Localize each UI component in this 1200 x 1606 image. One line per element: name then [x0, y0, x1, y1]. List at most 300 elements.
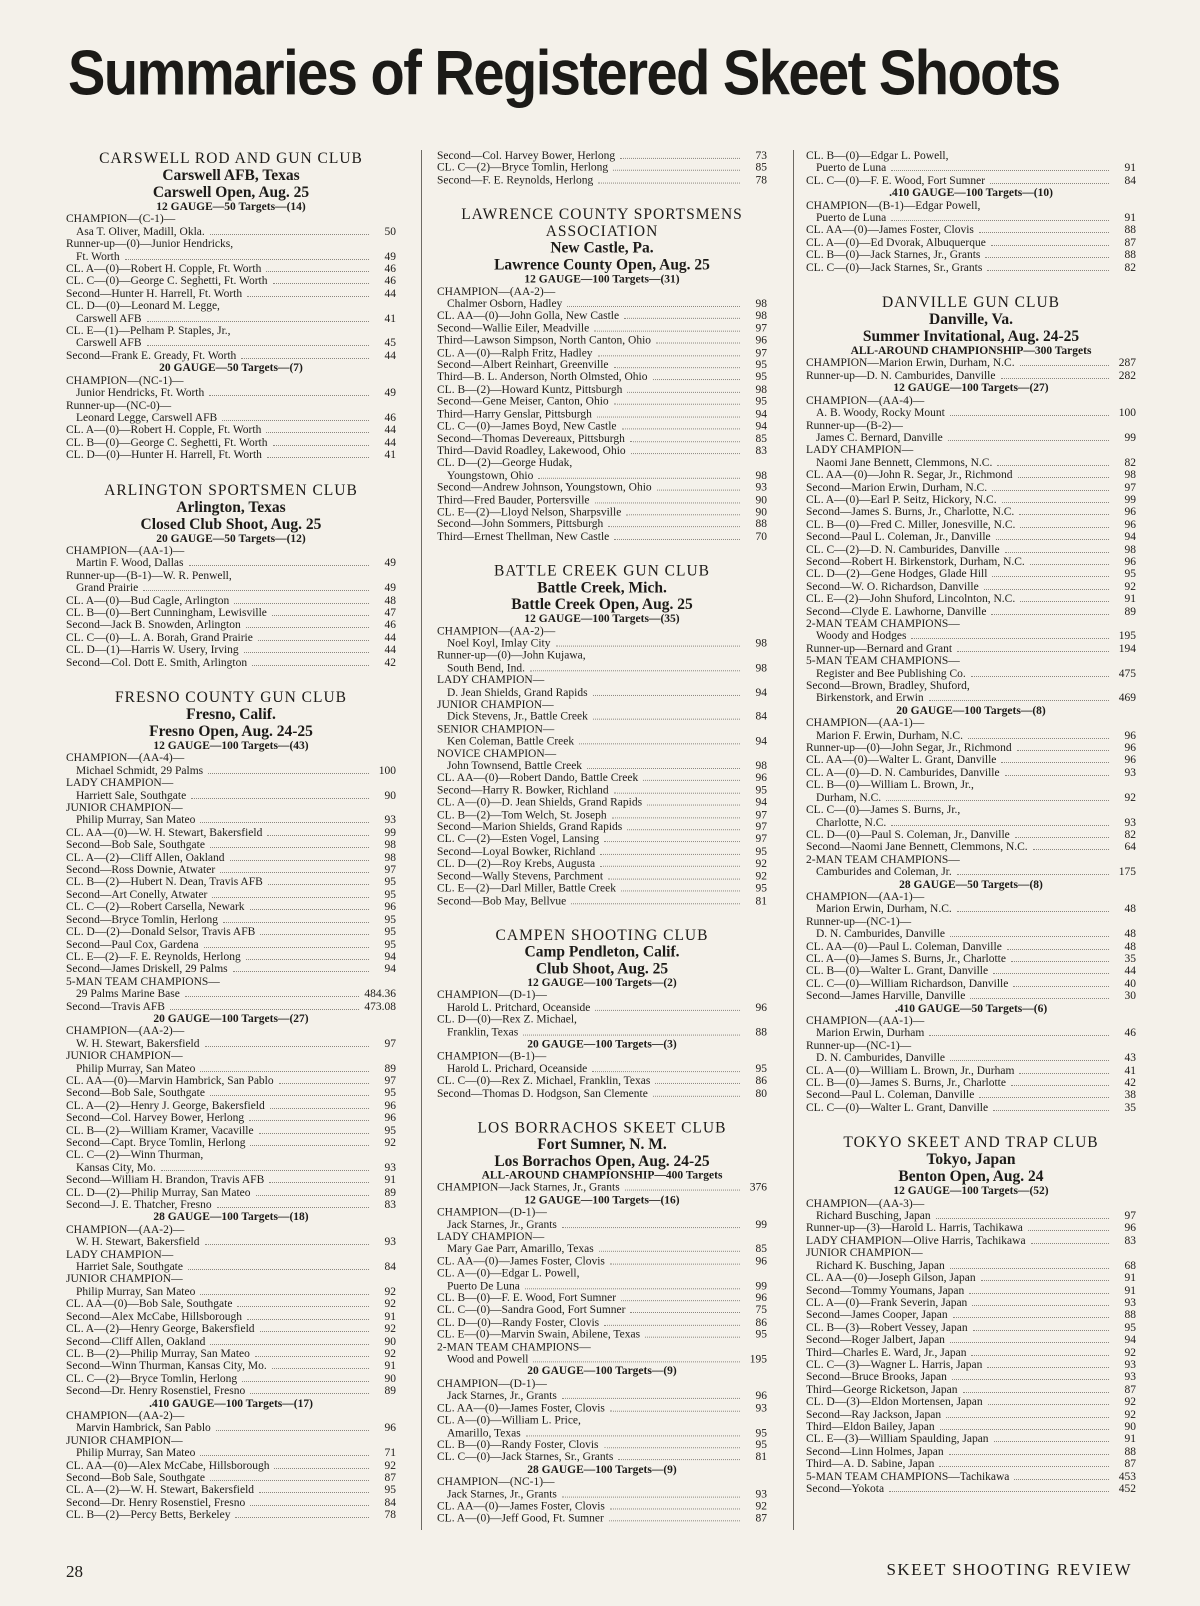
result-score: 96: [384, 1099, 396, 1112]
result-line: [437, 870, 767, 882]
result-line: [437, 687, 767, 699]
leader-dots: [970, 998, 1109, 999]
leader-dots: [205, 1244, 370, 1245]
result-line: [66, 926, 396, 938]
result-line: [66, 1273, 396, 1285]
result-score: 85: [755, 432, 767, 445]
result-line: [806, 1347, 1136, 1359]
result-line: [437, 359, 767, 371]
result-line: [806, 792, 1136, 804]
result-text: Third—Fred Bauder, Portersville: [437, 494, 590, 506]
club-name: ARLINGTON SPORTSMEN CLUB: [104, 481, 358, 499]
result-score: 88: [755, 518, 767, 531]
result-line: [437, 1390, 767, 1402]
result-line: [437, 638, 767, 650]
result-line: [437, 834, 767, 846]
result-line: [437, 989, 767, 1001]
leader-dots: [525, 1288, 740, 1289]
club-name: TOKYO SKEET AND TRAP CLUB: [843, 1134, 1099, 1152]
result-score: 195: [749, 1353, 767, 1366]
result-text: Runner-up—(0)—Junior Hendricks,: [66, 238, 234, 251]
result-line: [66, 300, 396, 312]
leader-dots: [987, 270, 1109, 271]
result-line: [806, 420, 1136, 432]
result-line: [66, 1509, 396, 1521]
result-line: [437, 699, 767, 711]
leader-dots: [604, 842, 740, 843]
result-score: 92: [1124, 1396, 1136, 1409]
result-text: CHAMPION—Marion Erwin, Durham, N.C.: [806, 357, 1015, 370]
leader-dots: [630, 1312, 740, 1313]
result-score: 49: [384, 557, 396, 570]
leader-dots: [237, 1306, 369, 1307]
leader-dots: [593, 695, 740, 696]
leader-dots: [250, 1505, 369, 1506]
result-line: [806, 444, 1136, 456]
result-text: Runner-up—Bernard and Grant: [806, 642, 953, 655]
result-score: 49: [384, 250, 396, 263]
result-text: Leonard Legge, Carswell AFB: [76, 411, 218, 424]
result-score: 92: [1124, 580, 1136, 593]
result-text: Marion Erwin, Durham, N.C.: [816, 903, 952, 916]
leader-dots: [587, 768, 740, 769]
result-text: CL. B—(2)—Percy Betts, Berkeley: [66, 1509, 231, 1522]
result-line: [437, 846, 767, 858]
result-line: [66, 288, 396, 300]
gauge-heading: ALL-AROUND CHAMPIONSHIP—300 Targets: [850, 345, 1092, 358]
result-score: 93: [1124, 1371, 1136, 1384]
result-score: 98: [1124, 469, 1136, 482]
result-text: Second—Wally Stevens, Parchment: [437, 870, 604, 883]
result-text: Kansas City, Mo.: [76, 1161, 156, 1174]
leader-dots: [210, 234, 369, 235]
result-line: [66, 387, 396, 399]
result-text: CL. E—(2)—Darl Miller, Battle Creek: [437, 882, 617, 895]
leader-dots: [260, 934, 369, 935]
result-text: Second—W. O. Richardson, Danville: [806, 580, 979, 593]
result-text: CL. C—(0)—Jack Starnes, Sr., Grants: [806, 261, 983, 274]
result-score: 81: [755, 894, 767, 907]
leader-dots: [1020, 527, 1109, 528]
result-text: Philip Murray, San Mateo: [76, 1062, 196, 1075]
magazine-name: SKEET SHOOTING REVIEW: [886, 1560, 1132, 1579]
result-text: Second—Roger Jalbert, Japan: [806, 1334, 945, 1347]
result-line: [437, 1256, 767, 1268]
leader-dots: [993, 1110, 1109, 1111]
result-line: [66, 400, 396, 412]
result-text: Second—Loyal Bowker, Richland: [437, 845, 596, 858]
result-score: 92: [1124, 1346, 1136, 1359]
leader-dots: [996, 539, 1109, 540]
leader-dots: [1011, 961, 1109, 962]
result-score: 96: [755, 334, 767, 347]
result-text: CL. C—(0)—Sandra Good, Fort Sumner: [437, 1304, 626, 1317]
result-score: 93: [755, 481, 767, 494]
result-score: 92: [755, 858, 767, 870]
result-text: Amarillo, Texas: [447, 1427, 521, 1439]
club-section: [66, 689, 396, 1522]
result-line: [66, 213, 396, 225]
result-text: CL. C—(0)—George C. Seghetti, Ft. Worth: [66, 275, 268, 288]
result-text: Second—Gene Meiser, Canton, Ohio: [437, 396, 609, 408]
result-text: Second—Winn Thurman, Kansas City, Mo.: [66, 1360, 267, 1373]
result-line: [806, 891, 1136, 903]
leader-dots: [992, 490, 1109, 491]
result-line: [437, 883, 767, 895]
result-line: [437, 1354, 767, 1366]
result-line: [66, 375, 396, 387]
result-line: [437, 1452, 767, 1464]
result-text: Third—Eldon Bailey, Japan: [806, 1420, 935, 1433]
result-line: [66, 251, 396, 263]
leader-dots: [1020, 365, 1109, 366]
result-score: 91: [1124, 593, 1136, 606]
result-score: 94: [384, 963, 396, 976]
leader-dots: [1011, 1085, 1109, 1086]
leader-dots: [252, 665, 369, 666]
result-text: CHAMPION—(AA-1)—: [806, 890, 925, 903]
result-score: 92: [384, 1347, 396, 1360]
result-text: CHAMPION—(B-1)—: [437, 1050, 547, 1063]
result-score: 95: [755, 845, 767, 858]
result-line: [806, 1309, 1136, 1321]
result-line: [437, 519, 767, 531]
result-score: 94: [1124, 1334, 1136, 1347]
result-score: 484.36: [364, 988, 396, 1001]
leader-dots: [971, 1355, 1109, 1356]
result-text: CL. B—(0)—Bert Cunningham, Lewisville: [66, 606, 267, 619]
result-text: CL. B—(2)—Philip Murray, San Mateo: [66, 1347, 250, 1360]
club-location: Danville, Va.: [929, 311, 1013, 329]
result-score: 84: [1124, 174, 1136, 187]
leader-dots: [217, 1207, 369, 1208]
club-section: [437, 150, 767, 187]
result-score: 82: [1124, 456, 1136, 469]
result-score: 84: [755, 711, 767, 724]
result-line: [437, 335, 767, 347]
leader-dots: [948, 440, 1109, 441]
result-text: Second—James Driskell, 29 Palms: [66, 963, 228, 976]
result-line: [806, 370, 1136, 382]
result-score: 96: [755, 772, 767, 785]
result-line: [66, 1422, 396, 1434]
column-divider: [793, 150, 794, 1530]
result-score: 41: [384, 312, 396, 325]
result-text: CL. A—(2)—Cliff Allen, Oakland: [66, 851, 225, 864]
leader-dots: [653, 380, 741, 381]
result-text: Second—Col. Harvey Bower, Herlong: [66, 1112, 245, 1125]
result-line: [806, 717, 1136, 729]
leader-dots: [891, 220, 1109, 221]
result-text: CL. C—(0)—James Boyd, New Castle: [437, 420, 617, 433]
gauge-heading: 20 GAUGE—100 Targets—(3): [527, 1038, 677, 1051]
result-score: 95: [384, 1087, 396, 1100]
result-line: [806, 1458, 1136, 1470]
leader-dots: [612, 817, 740, 818]
result-line: [66, 1050, 396, 1062]
result-text: CL. AA—(0)—Robert Dando, Battle Creek: [437, 772, 639, 785]
result-line: [66, 988, 396, 1000]
result-text: CHAMPION—(AA-4)—: [66, 752, 185, 765]
result-line: [66, 632, 396, 644]
club-name: LAWRENCE COUNTY SPORTSMENS ASSOCIATION: [461, 206, 743, 241]
result-text: Second—James Cooper, Japan: [806, 1309, 948, 1322]
leader-dots: [950, 415, 1109, 416]
result-score: 94: [384, 950, 396, 963]
result-text: NOVICE CHAMPION—: [437, 747, 557, 760]
gauge-heading: 28 GAUGE—50 Targets—(8): [899, 878, 1043, 891]
leader-dots: [950, 1268, 1109, 1269]
result-text: Second—Thomas D. Hodgson, San Clemente: [437, 1087, 648, 1100]
leader-dots: [189, 565, 369, 566]
leader-dots: [266, 271, 369, 272]
result-line: [437, 347, 767, 359]
result-score: 38: [1124, 1089, 1136, 1102]
leader-dots: [949, 1454, 1109, 1455]
result-score: 35: [1124, 1101, 1136, 1114]
result-text: Runner-up—(0)—John Kujawa,: [437, 649, 586, 662]
result-text: Puerto de Luna: [816, 212, 887, 225]
leader-dots: [1033, 849, 1109, 850]
result-line: [66, 827, 396, 839]
leader-dots: [957, 874, 1109, 875]
result-text: LADY CHAMPION—: [437, 1231, 545, 1243]
result-text: Second—Naomi Jane Bennett, Clemmons, N.C.: [806, 841, 1028, 854]
leader-dots: [600, 854, 740, 855]
result-score: 91: [1124, 162, 1136, 175]
result-line: [66, 852, 396, 864]
result-text: CL. D—(0)—Hunter H. Harrell, Ft. Worth: [66, 449, 262, 462]
result-score: 35: [1124, 952, 1136, 965]
club-location: Arlington, Texas: [176, 498, 286, 516]
leader-dots: [950, 936, 1109, 937]
club-name: BATTLE CREEK GUN CLUB: [493, 562, 711, 580]
result-line: [437, 1280, 767, 1292]
result-text: CL. D—(2)—Gene Hodges, Glade Hill: [806, 568, 988, 581]
leader-dots: [1030, 564, 1109, 565]
result-line: [437, 1305, 767, 1317]
page-number: 28: [66, 1562, 83, 1581]
result-line: [806, 1371, 1136, 1383]
result-text: Philip Murray, San Mateo: [76, 814, 196, 827]
result-line: [437, 723, 767, 735]
result-text: CL. AA—(0)—Marvin Hambrick, San Pablo: [66, 1074, 274, 1087]
result-line: [66, 963, 396, 975]
result-line: [66, 839, 396, 851]
leader-dots: [1005, 552, 1109, 553]
result-text: CL. AA—(0)—W. H. Stewart, Bakersfield: [66, 826, 263, 839]
result-score: 98: [755, 760, 767, 773]
result-score: 78: [384, 1509, 396, 1522]
result-line: [806, 1052, 1136, 1064]
result-line: [806, 990, 1136, 1002]
result-text: CL. E—(2)—John Shuford, Lincolnton, N.C.: [806, 593, 1016, 606]
leader-dots: [631, 453, 740, 454]
result-text: Second—Col. Dott E. Smith, Arlington: [66, 656, 248, 669]
leader-dots: [210, 1344, 369, 1345]
leader-dots: [988, 1404, 1109, 1405]
club-section: [437, 1119, 767, 1525]
result-score: 89: [384, 1062, 396, 1075]
result-score: 93: [1124, 816, 1136, 829]
leader-dots: [939, 1466, 1109, 1467]
result-line: [806, 1198, 1136, 1210]
result-score: 282: [1118, 369, 1136, 382]
club-section: [806, 294, 1136, 1114]
leader-dots: [273, 283, 370, 284]
result-line: [437, 858, 767, 870]
result-text: CL. E—(2)—Lloyd Nelson, Sharpsville: [437, 506, 622, 519]
result-score: 96: [755, 1390, 767, 1403]
result-line: [66, 1112, 396, 1124]
result-line: [66, 1137, 396, 1149]
result-score: 92: [384, 1323, 396, 1336]
result-line: [806, 581, 1136, 593]
leader-dots: [143, 590, 369, 591]
result-score: 98: [384, 839, 396, 852]
result-score: 94: [755, 686, 767, 699]
result-text: Second—Harry R. Bowker, Richland: [437, 784, 609, 797]
result-line: [806, 1247, 1136, 1259]
leader-dots: [244, 652, 369, 653]
leader-dots: [936, 1218, 1109, 1219]
result-line: [437, 1075, 767, 1087]
result-score: 90: [384, 1372, 396, 1385]
result-text: Second—Linn Holmes, Japan: [806, 1445, 944, 1458]
result-text: Second—Hunter H. Harrell, Ft. Worth: [66, 287, 243, 300]
result-line: [437, 1014, 767, 1026]
result-score: 86: [755, 1316, 767, 1329]
result-line: [806, 212, 1136, 224]
result-score: 94: [1124, 531, 1136, 544]
result-line: [66, 1373, 396, 1385]
result-line: [66, 1497, 396, 1509]
result-text: Runner-up—(NC-1)—: [806, 915, 912, 928]
leader-dots: [272, 1368, 369, 1369]
leader-dots: [614, 539, 740, 540]
result-score: 78: [755, 174, 767, 187]
result-text: Second—Wallie Eiler, Meadville: [437, 322, 590, 335]
result-score: 83: [1124, 1234, 1136, 1247]
result-line: [66, 337, 396, 349]
result-text: Runner-up—D. N. Camburides, Danville: [806, 369, 996, 382]
result-text: Puerto de Luna: [816, 162, 887, 175]
result-line: [806, 606, 1136, 618]
leader-dots: [1005, 775, 1109, 776]
result-score: 44: [1124, 965, 1136, 978]
leader-dots: [979, 232, 1109, 233]
result-line: [437, 1439, 767, 1451]
result-score: 96: [755, 1292, 767, 1305]
result-line: [66, 1025, 396, 1037]
gauge-heading: 12 GAUGE—100 Targets—(2): [527, 977, 677, 990]
leader-dots: [624, 318, 740, 319]
result-text: Harold L. Prichard, Oceanside: [447, 1062, 588, 1075]
leader-dots: [246, 627, 369, 628]
result-line: [66, 657, 396, 669]
result-text: CL. B—(2)—Hubert N. Dean, Travis AFB: [66, 876, 263, 889]
result-score: 96: [1124, 1222, 1136, 1235]
result-line: [806, 829, 1136, 841]
result-score: 97: [384, 1074, 396, 1087]
result-score: 98: [755, 310, 767, 323]
result-score: 92: [1124, 791, 1136, 804]
gauge-heading: 12 GAUGE—100 Targets—(43): [153, 740, 309, 752]
result-score: 95: [384, 1124, 396, 1137]
leader-dots: [259, 1133, 369, 1134]
leader-dots: [200, 1455, 369, 1456]
leader-dots: [627, 829, 740, 830]
result-line: [66, 449, 396, 461]
result-text: JUNIOR CHAMPION—: [806, 1247, 923, 1260]
result-text: Second—Frank E. Gready, Ft. Worth: [66, 349, 237, 362]
gauge-heading: 20 GAUGE—100 Targets—(27): [153, 1012, 309, 1025]
leader-dots: [595, 502, 740, 503]
leader-dots: [953, 1317, 1109, 1318]
club-location: Tokyo, Japan: [926, 1151, 1016, 1169]
leader-dots: [274, 1468, 369, 1469]
column-left: [66, 150, 396, 1542]
result-line: [437, 445, 767, 457]
result-score: 95: [755, 371, 767, 384]
result-score: 83: [755, 445, 767, 457]
result-score: 98: [755, 662, 767, 675]
club-section: [806, 150, 1136, 274]
leader-dots: [526, 1435, 740, 1436]
result-line: [437, 1292, 767, 1304]
result-line: [806, 1235, 1136, 1247]
result-line: [437, 1513, 767, 1525]
leader-dots: [957, 651, 1109, 652]
result-score: 97: [755, 821, 767, 834]
result-line: [806, 1222, 1136, 1234]
gauge-heading: 12 GAUGE—100 Targets—(31): [524, 273, 680, 286]
club-section: [437, 206, 767, 543]
result-line: [66, 437, 396, 449]
leader-dots: [223, 922, 369, 923]
leader-dots: [952, 1379, 1109, 1380]
result-text: Second—F. E. Reynolds, Herlong: [437, 174, 594, 187]
gauge-heading: 20 GAUGE—50 Targets—(7): [159, 362, 303, 375]
result-text: LADY CHAMPION—: [806, 444, 914, 457]
leader-dots: [891, 825, 1109, 826]
leader-dots: [241, 358, 369, 359]
leader-dots: [1001, 378, 1110, 379]
result-line: [806, 779, 1136, 791]
leader-dots: [991, 245, 1109, 246]
leader-dots: [200, 1294, 369, 1295]
leader-dots: [258, 640, 369, 641]
result-text: Second—Marion Erwin, Durham, N.C.: [806, 481, 988, 494]
result-line: [437, 1182, 767, 1194]
leader-dots: [250, 909, 369, 910]
leader-dots: [556, 646, 741, 647]
result-text: Second—Cliff Allen, Oakland: [66, 1335, 206, 1348]
result-line: [806, 1210, 1136, 1222]
result-text: CL. AA—(0)—Joseph Gilson, Japan: [806, 1272, 976, 1285]
result-text: Second—Bob Sale, Southgate: [66, 839, 205, 852]
leader-dots: [608, 526, 740, 527]
result-score: 44: [384, 287, 396, 300]
leader-dots: [1002, 502, 1109, 503]
result-text: James C. Bernard, Danville: [816, 431, 943, 444]
result-text: Second—Robert H. Birkenstork, Durham, N.C.: [806, 555, 1025, 568]
result-score: 91: [1124, 1433, 1136, 1446]
result-line: [806, 531, 1136, 543]
result-score: 70: [755, 530, 767, 543]
result-text: CL. AA—(0)—Alex McCabe, Hillsborough: [66, 1459, 270, 1472]
result-score: 97: [755, 347, 767, 359]
